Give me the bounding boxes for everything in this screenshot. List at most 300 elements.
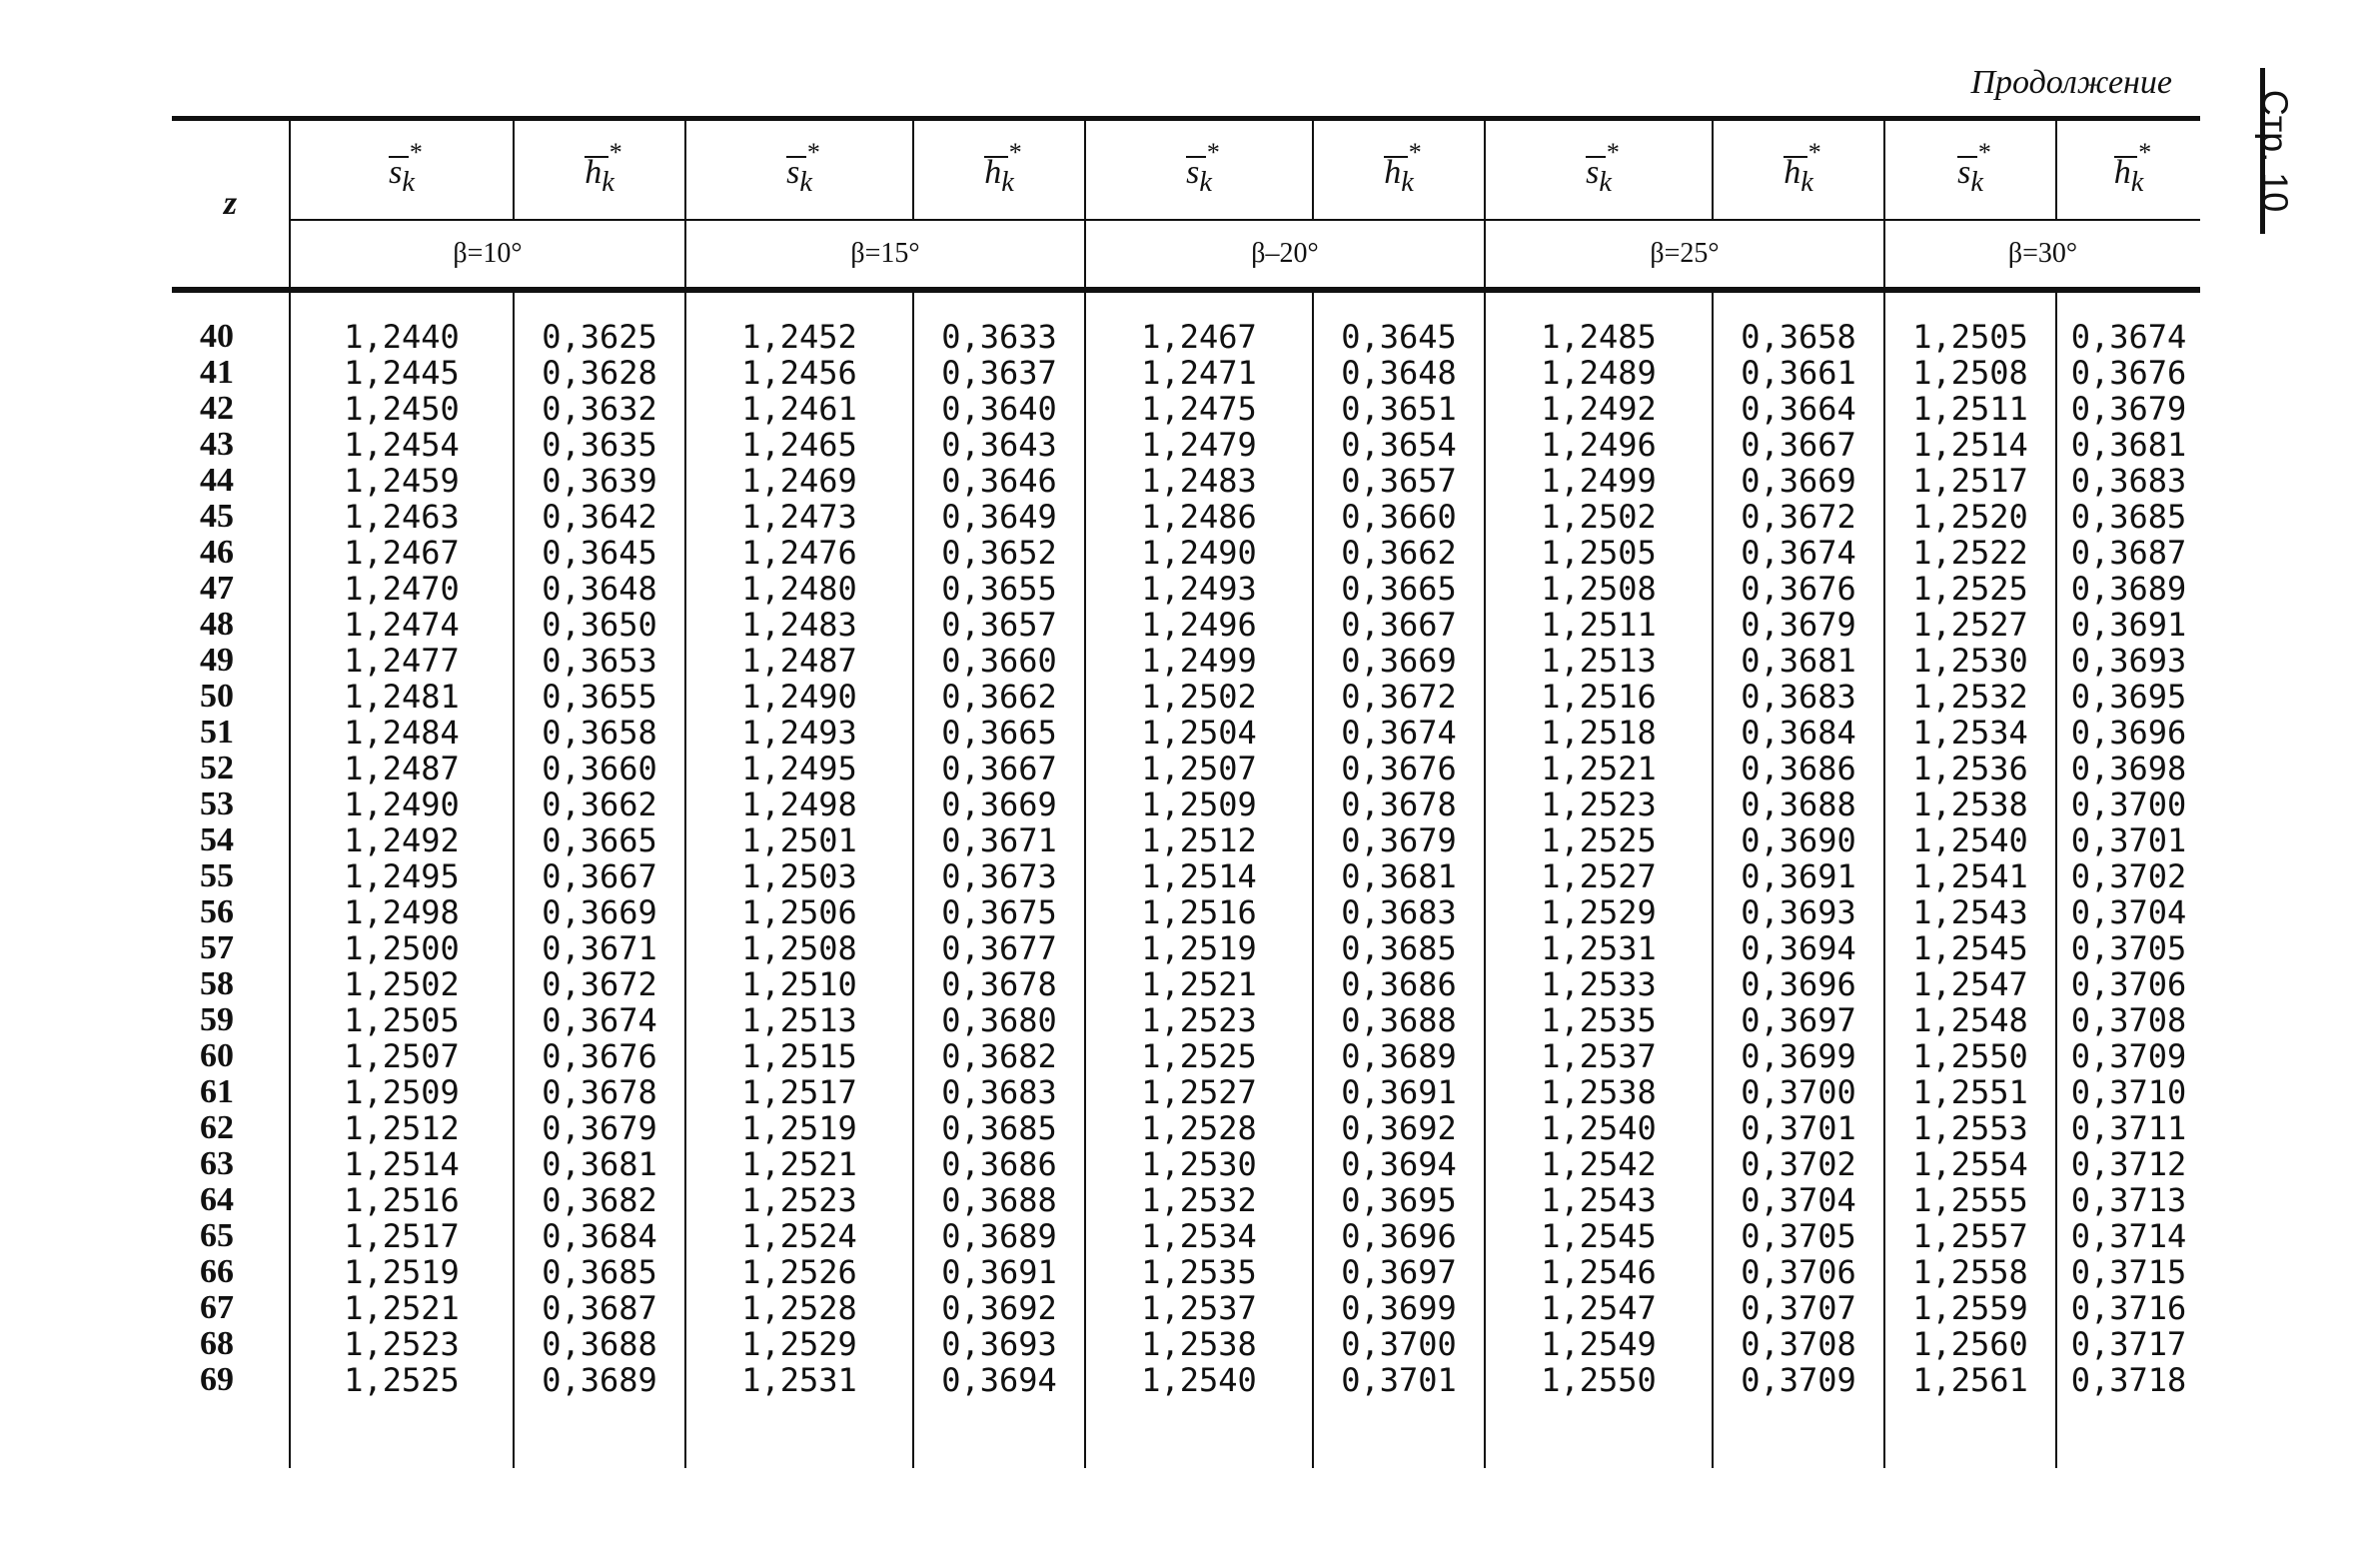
h-k-value: 0,3693 [2056,643,2200,679]
s-k-value: 1,2517 [1884,463,2056,499]
z-value: 51 [200,714,234,751]
h-k-value: 0,3660 [913,643,1085,679]
h-k-value: 0,3679 [1313,822,1485,858]
s-k-value: 1,2538 [1884,786,2056,822]
symbol-letter: h [585,153,602,191]
s-k-value: 1,2534 [1884,715,2056,751]
h-k-value: 0,3674 [514,1002,685,1038]
asterisk: * [1977,137,1991,167]
h-k-value: 0,3676 [514,1038,685,1074]
table-row [172,930,2200,966]
s-k-value: 1,2559 [1884,1290,2056,1326]
h-k-value: 0,3718 [2056,1362,2200,1398]
s-k-value: 1,2538 [1085,1326,1313,1362]
beta-header: β=30° [1884,220,2200,289]
h-k-value: 0,3660 [1313,499,1485,535]
h-k-value: 0,3693 [913,1326,1085,1362]
h-k-value: 0,3653 [514,643,685,679]
z-value: 44 [200,462,234,499]
z-value: 68 [200,1325,234,1362]
empty-cell [172,1398,290,1468]
s-k-value: 1,2490 [1085,535,1313,571]
h-k-value: 0,3679 [1713,607,1884,643]
h-k-value: 0,3672 [1713,499,1884,535]
h-k-symbol [1784,137,1821,199]
z-value: 63 [200,1145,234,1182]
s-k-value: 1,2474 [290,607,514,643]
h-k-value: 0,3657 [1313,463,1485,499]
h-k-value: 0,3706 [1713,1254,1884,1290]
h-k-value: 0,3674 [1713,535,1884,571]
s-k-value: 1,2526 [685,1254,913,1290]
s-k-value: 1,2527 [1884,607,2056,643]
s-k-value: 1,2502 [290,966,514,1002]
h-k-value: 0,3688 [913,1182,1085,1218]
z-value: 57 [200,929,234,966]
table-row [172,966,2200,1002]
overbar [1957,156,1977,158]
s-k-value: 1,2531 [685,1362,913,1398]
h-k-value: 0,3686 [1713,751,1884,786]
s-k-value: 1,2548 [1884,1002,2056,1038]
h-k-value: 0,3691 [1313,1074,1485,1110]
s-k-value: 1,2461 [685,391,913,427]
z-value: 40 [200,318,234,355]
s-k-value: 1,2456 [685,355,913,391]
overbar [1586,156,1606,158]
table-row [172,1254,2200,1290]
s-k-value: 1,2553 [1884,1110,2056,1146]
h-k-value: 0,3709 [1713,1362,1884,1398]
h-k-value: 0,3701 [1713,1110,1884,1146]
h-k-value: 0,3686 [913,1146,1085,1182]
s-k-value: 1,2499 [1085,643,1313,679]
h-k-value: 0,3628 [514,355,685,391]
symbol-letter: s [1586,153,1600,191]
page-number-text: Стр. 10 [2254,89,2296,213]
s-k-value: 1,2485 [1485,292,1713,356]
s-k-value: 1,2525 [290,1362,514,1398]
asterisk: * [409,137,423,167]
h-k-value: 0,3680 [913,1002,1085,1038]
page-number [2254,70,2318,230]
s-k-value: 1,2558 [1884,1254,2056,1290]
s-k-value: 1,2549 [1485,1326,1713,1362]
s-k-value: 1,2496 [1485,427,1713,463]
h-k-value: 0,3694 [1713,930,1884,966]
table-row [172,858,2200,894]
s-k-value: 1,2508 [1485,571,1713,607]
table-row [172,499,2200,535]
s-k-value: 1,2493 [1085,571,1313,607]
z-value: 49 [200,642,234,679]
h-k-value: 0,3665 [1313,571,1485,607]
symbol-subscript: k [799,166,812,198]
s-k-value: 1,2547 [1485,1290,1713,1326]
h-k-star-header [514,119,685,221]
s-k-value: 1,2550 [1485,1362,1713,1398]
h-k-value: 0,3700 [1313,1326,1485,1362]
h-k-value: 0,3691 [2056,607,2200,643]
s-k-value: 1,2521 [1085,966,1313,1002]
symbol-letter: s [786,153,800,191]
s-k-value: 1,2550 [1884,1038,2056,1074]
z-value: 59 [200,1001,234,1038]
empty-cell [685,1398,913,1468]
h-k-value: 0,3678 [1313,786,1485,822]
table-row [172,751,2200,786]
asterisk: * [1606,137,1620,167]
h-k-value: 0,3689 [2056,571,2200,607]
s-k-value: 1,2471 [1085,355,1313,391]
s-k-value: 1,2510 [685,966,913,1002]
s-k-star-header [290,119,514,221]
s-k-value: 1,2540 [1884,822,2056,858]
h-k-value: 0,3646 [913,463,1085,499]
s-k-value: 1,2527 [1085,1074,1313,1110]
symbol-letter: s [1186,153,1200,191]
h-k-value: 0,3702 [2056,858,2200,894]
s-k-value: 1,2450 [290,391,514,427]
s-k-value: 1,2498 [685,786,913,822]
h-k-value: 0,3655 [913,571,1085,607]
h-k-value: 0,3709 [2056,1038,2200,1074]
s-k-value: 1,2480 [685,571,913,607]
asterisk: * [1206,137,1220,167]
z-value: 47 [200,570,234,607]
h-k-value: 0,3702 [1713,1146,1884,1182]
s-k-value: 1,2508 [1884,355,2056,391]
h-k-value: 0,3704 [1713,1182,1884,1218]
h-k-star-header [913,119,1085,221]
h-k-value: 0,3651 [1313,391,1485,427]
s-k-value: 1,2470 [290,571,514,607]
s-k-value: 1,2505 [290,1002,514,1038]
h-k-value: 0,3690 [1713,822,1884,858]
s-k-value: 1,2490 [290,786,514,822]
z-value: 69 [200,1361,234,1398]
h-k-value: 0,3671 [913,822,1085,858]
table-row [172,1218,2200,1254]
table-row [172,1146,2200,1182]
h-k-value: 0,3662 [913,679,1085,715]
h-k-value: 0,3687 [514,1290,685,1326]
z-value: 48 [200,606,234,643]
h-k-value: 0,3694 [1313,1146,1485,1182]
z-value: 42 [200,390,234,427]
table-row [172,1326,2200,1362]
h-k-value: 0,3704 [2056,894,2200,930]
table-row [172,1110,2200,1146]
h-k-value: 0,3692 [1313,1110,1485,1146]
table-tail [172,1398,2200,1468]
s-k-value: 1,2498 [290,894,514,930]
s-k-value: 1,2522 [1884,535,2056,571]
s-k-value: 1,2509 [1085,786,1313,822]
empty-cell [1485,1398,1713,1468]
h-k-value: 0,3685 [913,1110,1085,1146]
h-k-value: 0,3716 [2056,1290,2200,1326]
z-value: 65 [200,1217,234,1254]
s-k-value: 1,2465 [685,427,913,463]
s-k-value: 1,2467 [1085,292,1313,356]
s-k-value: 1,2504 [1085,715,1313,751]
h-k-value: 0,3689 [913,1218,1085,1254]
h-k-value: 0,3674 [1313,715,1485,751]
s-k-value: 1,2530 [1085,1146,1313,1182]
overbar [786,156,806,158]
empty-cell [1884,1398,2056,1468]
h-k-value: 0,3657 [913,607,1085,643]
z-value: 54 [200,821,234,858]
empty-cell [1713,1398,1884,1468]
h-k-star-header [1313,119,1485,221]
s-k-value: 1,2514 [290,1146,514,1182]
overbar [2114,156,2138,158]
asterisk: * [608,137,622,167]
h-k-value: 0,3640 [913,391,1085,427]
table-row [172,1182,2200,1218]
s-k-value: 1,2529 [1485,894,1713,930]
h-k-value: 0,3708 [2056,1002,2200,1038]
h-k-value: 0,3648 [514,571,685,607]
h-k-value: 0,3669 [514,894,685,930]
symbol-subscript: k [1970,166,1983,198]
h-k-value: 0,3652 [913,535,1085,571]
s-k-value: 1,2523 [685,1182,913,1218]
asterisk: * [1408,137,1422,167]
s-k-value: 1,2516 [1485,679,1713,715]
h-k-value: 0,3662 [514,786,685,822]
h-k-symbol [984,137,1022,199]
h-k-value: 0,3675 [913,894,1085,930]
s-k-value: 1,2481 [290,679,514,715]
h-k-value: 0,3681 [1313,858,1485,894]
s-k-value: 1,2541 [1884,858,2056,894]
table-row [172,571,2200,607]
asterisk: * [806,137,820,167]
h-k-value: 0,3683 [1713,679,1884,715]
h-k-value: 0,3693 [1713,894,1884,930]
table-row [172,894,2200,930]
s-k-value: 1,2527 [1485,858,1713,894]
empty-cell [514,1398,685,1468]
h-k-value: 0,3707 [1713,1290,1884,1326]
h-k-value: 0,3685 [2056,499,2200,535]
z-value: 64 [200,1181,234,1218]
h-k-value: 0,3632 [514,391,685,427]
h-k-value: 0,3706 [2056,966,2200,1002]
s-k-value: 1,2535 [1085,1254,1313,1290]
h-k-value: 0,3696 [1313,1218,1485,1254]
s-k-value: 1,2479 [1085,427,1313,463]
s-k-value: 1,2502 [1085,679,1313,715]
table-row [172,463,2200,499]
s-k-value: 1,2517 [290,1218,514,1254]
h-k-value: 0,3717 [2056,1326,2200,1362]
symbol-letter: h [984,153,1002,191]
table-row [172,1362,2200,1398]
z-value: 50 [200,678,234,715]
s-k-value: 1,2551 [1884,1074,2056,1110]
h-k-value: 0,3672 [1313,679,1485,715]
empty-cell [1313,1398,1485,1468]
h-k-value: 0,3697 [1313,1254,1485,1290]
h-k-value: 0,3696 [1713,966,1884,1002]
h-k-value: 0,3699 [1713,1038,1884,1074]
s-k-symbol [1957,137,1991,199]
s-k-value: 1,2542 [1485,1146,1713,1182]
s-k-symbol [1586,137,1620,199]
s-k-value: 1,2511 [1884,391,2056,427]
s-k-value: 1,2445 [290,355,514,391]
table-row [172,643,2200,679]
table-header [172,119,2200,292]
h-k-value: 0,3678 [514,1074,685,1110]
h-k-value: 0,3705 [2056,930,2200,966]
h-k-value: 0,3673 [913,858,1085,894]
h-k-value: 0,3685 [1313,930,1485,966]
table-row [172,822,2200,858]
s-k-value: 1,2514 [1884,427,2056,463]
table-row [172,355,2200,391]
empty-cell [2056,1398,2200,1468]
h-k-value: 0,3662 [1313,535,1485,571]
h-k-value: 0,3708 [1713,1326,1884,1362]
table-row [172,679,2200,715]
h-k-value: 0,3669 [1313,643,1485,679]
h-k-value: 0,3637 [913,355,1085,391]
s-k-value: 1,2507 [1085,751,1313,786]
h-k-value: 0,3682 [514,1182,685,1218]
h-k-value: 0,3667 [514,858,685,894]
z-value: 55 [200,857,234,894]
h-k-value: 0,3688 [1313,1002,1485,1038]
h-k-value: 0,3705 [1713,1218,1884,1254]
s-k-value: 1,2532 [1884,679,2056,715]
h-k-value: 0,3679 [2056,391,2200,427]
data-table [172,116,2200,1468]
h-k-value: 0,3701 [1313,1362,1485,1398]
s-k-value: 1,2505 [1884,292,2056,356]
z-value: 46 [200,534,234,571]
h-k-value: 0,3661 [1713,355,1884,391]
s-k-value: 1,2561 [1884,1362,2056,1398]
s-k-value: 1,2546 [1485,1254,1713,1290]
table-row [172,1038,2200,1074]
s-k-value: 1,2469 [685,463,913,499]
s-k-star-header [1485,119,1713,221]
s-k-value: 1,2537 [1085,1290,1313,1326]
h-k-value: 0,3625 [514,292,685,356]
symbol-subscript: k [601,166,614,198]
s-k-value: 1,2493 [685,715,913,751]
s-k-value: 1,2523 [1485,786,1713,822]
z-value: 45 [200,498,234,535]
s-k-value: 1,2440 [290,292,514,356]
s-k-value: 1,2483 [1085,463,1313,499]
s-k-value: 1,2535 [1485,1002,1713,1038]
s-k-value: 1,2521 [685,1146,913,1182]
h-k-value: 0,3676 [1713,571,1884,607]
h-k-value: 0,3645 [1313,292,1485,356]
s-k-value: 1,2524 [685,1218,913,1254]
s-k-value: 1,2484 [290,715,514,751]
h-k-value: 0,3695 [1313,1182,1485,1218]
h-k-value: 0,3676 [1313,751,1485,786]
h-k-value: 0,3681 [2056,427,2200,463]
s-k-value: 1,2477 [290,643,514,679]
empty-cell [913,1398,1085,1468]
s-k-value: 1,2508 [685,930,913,966]
s-k-value: 1,2525 [1485,822,1713,858]
h-k-value: 0,3654 [1313,427,1485,463]
s-k-value: 1,2495 [685,751,913,786]
table-row [172,427,2200,463]
h-k-value: 0,3678 [913,966,1085,1002]
symbol-letter: h [1384,153,1402,191]
h-k-value: 0,3665 [913,715,1085,751]
s-k-value: 1,2516 [1085,894,1313,930]
h-k-star-header [2056,119,2200,221]
s-k-value: 1,2476 [685,535,913,571]
s-k-value: 1,2519 [685,1110,913,1146]
s-k-value: 1,2492 [290,822,514,858]
s-k-value: 1,2515 [685,1038,913,1074]
h-k-value: 0,3686 [1313,966,1485,1002]
s-k-star-header [1085,119,1313,221]
symbol-letter: h [1784,153,1801,191]
s-k-value: 1,2538 [1485,1074,1713,1110]
s-k-value: 1,2459 [290,463,514,499]
s-k-value: 1,2513 [685,1002,913,1038]
h-k-value: 0,3689 [1313,1038,1485,1074]
asterisk: * [1008,137,1022,167]
h-k-value: 0,3695 [2056,679,2200,715]
s-k-value: 1,2511 [1485,607,1713,643]
s-k-value: 1,2523 [1085,1002,1313,1038]
s-k-value: 1,2537 [1485,1038,1713,1074]
h-k-value: 0,3648 [1313,355,1485,391]
s-k-value: 1,2520 [1884,499,2056,535]
z-value: 43 [200,426,234,463]
s-k-value: 1,2531 [1485,930,1713,966]
s-k-value: 1,2557 [1884,1218,2056,1254]
s-k-value: 1,2534 [1085,1218,1313,1254]
s-k-value: 1,2487 [290,751,514,786]
table-row [172,1290,2200,1326]
z-header: z [172,119,290,289]
s-k-symbol [786,137,820,199]
asterisk: * [2138,137,2152,167]
s-k-value: 1,2525 [1884,571,2056,607]
h-k-value: 0,3649 [913,499,1085,535]
s-k-value: 1,2560 [1884,1326,2056,1362]
h-k-value: 0,3688 [514,1326,685,1362]
h-k-value: 0,3677 [913,930,1085,966]
s-k-value: 1,2512 [290,1110,514,1146]
h-k-value: 0,3639 [514,463,685,499]
z-value: 66 [200,1253,234,1290]
table-row [172,786,2200,822]
h-k-value: 0,3697 [1713,1002,1884,1038]
h-k-value: 0,3683 [913,1074,1085,1110]
h-k-value: 0,3699 [1313,1290,1485,1326]
h-k-value: 0,3684 [514,1218,685,1254]
h-k-symbol [2113,137,2152,199]
s-k-symbol [389,137,423,199]
s-k-value: 1,2519 [1085,930,1313,966]
